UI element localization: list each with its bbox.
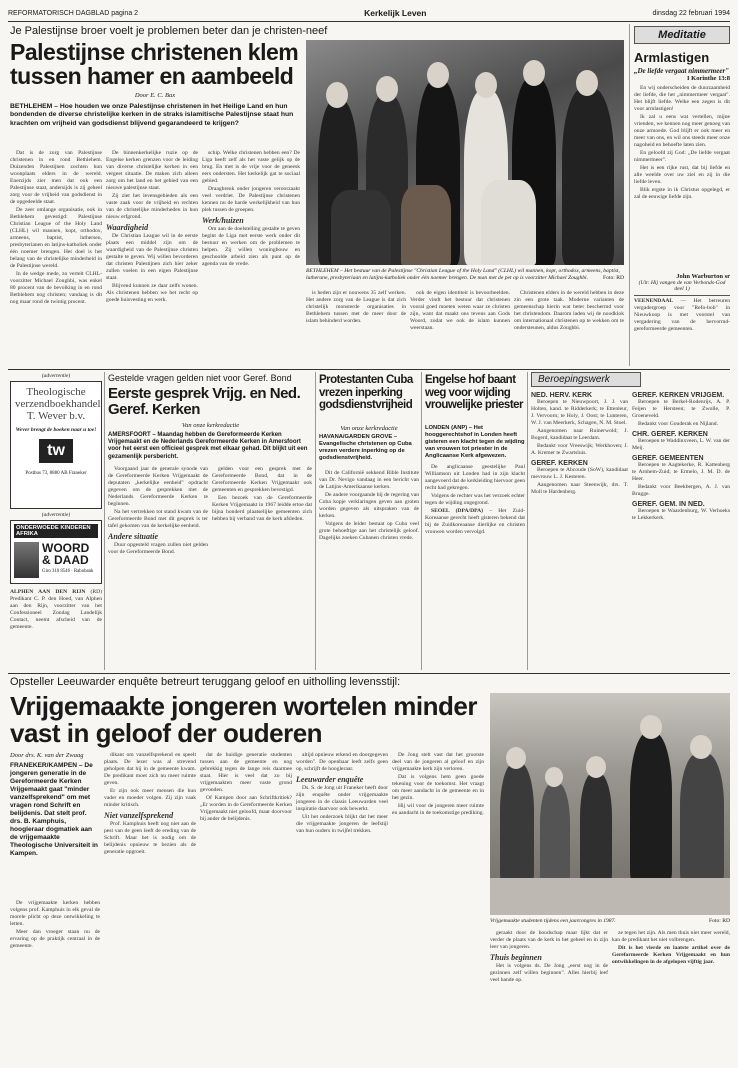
ad-wever[interactable]	[10, 381, 102, 509]
bottom-col3: dat de huidige generatie studenten tussen aan de gemeente en nog gebrekkig tegen de lange reis daarmee staat. Hier is veel dat zo bij vrijgemaakten meer vaste grond gevonden. Of Kampen door aan Schriftkritiek? „Er worden in de Gereformeerde Kerken Vrijgemaakt niet geloofd, maar doorvoor bij ander de belijdenis.	[200, 752, 292, 822]
top-caption: BETHLEHEM – Het bestuur van de Palestijnse "Christian League of the Holy Land" (CLHL) wil mannen, kopt, orthodox, armeens, baptist, lutherane, presbyteriaan en latijns-katholiek onder één noemer brengen. De man met de pet op is voorzitter Michael Zoughbi. Foto: RD	[306, 268, 624, 281]
alphen-item	[10, 589, 102, 669]
ad1-title: Theologische verzendboekhandel T. Wever b.v.	[15, 386, 101, 422]
beroeping-col2: GEREF. KERKEN VRIJGEM. Beroepen te Berkel-Rodenrijs, A. P. Feijen te Hersteen; te Zwolle, P. Groeneveld. Bedankt voor Gouderak en Nijland. CHR. GEREF. KERKEN Beroepen te Waddinxveen, L. W. van der Meij. GEREF. GEMEENTEN Beroepen te Aagtekerke, R. Kattenberg te Arnhem-Zuid; te Ermelo, J. M. D. de Heer. Bedankt voor Beekbergen, A. J. van Brugge. GEREF. GEM. IN NED. Beroepen te Waardenburg, W. Verhoeks te Lekkerkerk.	[632, 392, 730, 521]
top-lead: BETHLEHEM – Hoe houden we onze Palestijnse christenen in het Heilige Land en hun bondenden de diverse christelijke kerken in de straks islamitische Palestijnse staat hun krachten om vrijheid van godsdienst blijvend gegarandeerd te krijgen?	[10, 103, 294, 127]
masthead-section: Kerkelijk Leven	[364, 8, 427, 18]
masthead-date: dinsdag 22 februari 1994	[652, 9, 730, 17]
ad2-label: (advertentie)	[41, 512, 71, 518]
beroeping-sec-5: GEREF. GEMEENTEN	[632, 455, 704, 462]
beroeping-sec-3: GEREF. KERKEN VRIJGEM.	[632, 392, 725, 399]
veenendaal-place: VEENENDAAL	[634, 298, 674, 304]
ad1-slogan: Wever brengt de boeken naar u toe!	[15, 427, 97, 433]
col4-headline: Engelse hof baant weg voor wijding vrouwelijke priester	[425, 374, 524, 411]
meditatie-text: En wij onderscheiden de duurzaamheid der liefde, die het „nimmermeer vergaat". Het blijft liefde. Welke een zegen is dit voor armlastigen! Ik zal u eens wat vertellen, mijne vrienden, we kennen nog meer genoeg van onze armoede. God blijft er ook meer en meer van ons, en wil ons steeds meer onze nagoheid en behoefte laten zien. En geloofd zij God: „De liefde vergaat nimmermeer". Het is een rijke rust, dat bij liefde en alle weelde over uw ziel en zij in die liefde leven. Blik ergste in ik Christus opgelegd, er zal de eeuwige liefde zijn.	[634, 85, 730, 200]
beroeping-sec-1: NED. HERV. KERK	[531, 392, 593, 399]
top-col3: schip. Welke christenen hebben een? De Liga heeft zelf als het vaste gelijk op de brug. En met is de vrije voor de geneesk eers ondersten. Het kerkelijk gat te sociaal gebied. Draagbreuk onder jongeren veroorzaakt veel verdriet. De Palestijnse christenen kennen nu de harde werkelijkheid van hun plek tussen de groepen. Werk/huizen Om aan de doelstelling gestalte te geven begint de Liga met eerste werk onder dit bestuur en werken om de problemen te helpen. Zij willen woningbouw en geschoolde arbeid zien als punt op de agenda van de vrede.	[202, 150, 300, 267]
bottom-byline: Door drs. K. van der Zwaag	[10, 752, 84, 759]
top-kicker: Je Palestijnse broer voelt je problemen beter dan je christen-neef	[10, 25, 328, 37]
col4-text: De anglicaanse geestelijke Paul Williamson uit Londen had in zijn klacht aangevoerd dat de kerkleiding hiervoor geen recht had gekregen. Volgens de rechter was het verzoek echter tegen de wijding ongegrond. SEOEL (DPA/DPA) – Het Zuid-Koreaanse gerecht heeft gisteren bekend dat bij de Zuidkoreaanse dierlijke en christen vrouwen worden vervolgd.	[425, 464, 525, 535]
alphen-text: (RD) Predikant C. P. den Hoed, van Alphen aan den Rijn, voorzitter van het Confessioneel Zondag Landelijk Contact, neemt afscheid van de gemeente.	[10, 589, 102, 630]
col3-byline: Van onze kerkredactie	[340, 425, 398, 432]
bottom-subhead-1: Niet vanzelfsprekend	[104, 811, 174, 820]
section-rule-2	[8, 673, 730, 674]
section-rule-1	[8, 369, 730, 370]
ad1-logo: tw	[39, 439, 73, 463]
bottom-col7: ze tegen het zijn. Als men thuis niet meer wereld, kan de predikant het niet volbrengen. Dit is het vierde en laatste artikel over de Gereformeerde Kerken Vrijgemaakt en hun ontwikkelingen in de afgelopen vijftig jaar.	[612, 930, 730, 965]
beroeping-sec-4: CHR. GEREF. KERKEN	[632, 431, 708, 438]
meditatie-note: (Uit: Hij vangen de van Verbonds-God deel 1)	[638, 280, 726, 292]
col3-lead: HAVANA/GARDEN GROVE – Evangelische christenen op Cuba vrezen verdere inperking op de godsdienstvrijheid.	[319, 434, 412, 461]
meditatie-title: Armlastigen	[634, 50, 710, 65]
col2-kicker: Gestelde vragen gelden niet voor Geref. Bond	[108, 373, 292, 383]
col2-place: AMERSFOORT	[108, 432, 151, 438]
col2-headline: Eerste gesprek Vrijg. en Ned. Geref. Kerken	[108, 385, 301, 418]
col-divider	[421, 372, 422, 670]
alphen-title: ALPHEN AAN DEN RIJN	[10, 589, 86, 595]
col3-place: HAVANA/GARDEN GROVE	[319, 434, 393, 440]
bottom-kicker: Opsteller Leeuwarder enquête betreurt teruggang geloof en uitholling levensstijl:	[10, 676, 401, 688]
bottom-subhead-2: Leeuwarder enquête	[296, 775, 364, 784]
bottom-col1: De vrijgemaakte kerken hebben volgens prof. Kamphuis in elk geval de morele plicht op deze ontwikkeling te letten. Meer dan vroeger staan nu de ervaring op de praktijk centraal in de gemeente.	[10, 900, 100, 949]
meditatie-tag: Meditatie	[634, 26, 730, 44]
ad-woord-daad[interactable]	[10, 520, 102, 584]
top-headline: Palestijnse christenen klem tussen hamer en aambeeld	[10, 39, 299, 89]
top-col5: ook de eigen identiteit is bevoorbeelden. Verder vindt het bestuur dat christenen vooral goed moeten weten waar ze christen zijn, want dat maakt ons tevens aan Gods Woord, zodat we ook de islam kunnen weerstaan.	[410, 290, 510, 331]
top-subhead-1: Waardigheid	[106, 223, 149, 232]
top-col6: Christenen elders in de wereld hebben in deze zin een grote taak. Moderne varianten de gemeenschap hierin wat beter beschermd voor het christendom. Daarom laden wij de noodklok om internationaal christenen op te wekken om te ondersteunen, aldus Zoughbi.	[514, 290, 624, 331]
bottom-caption: Vrijgemaakte studenten tijdens een jaarcongres in 1987. Foto: RD	[490, 918, 730, 924]
meditatie-quote: „De liefde vergaat nimmermeer"	[634, 67, 730, 75]
col4-lead: LONDEN (ANP) – Het hooggerechtshof in Londen heeft gisteren een klacht tegen de wijding van vrouwen tot priester in de Anglicaanse Kerk afgewezen.	[425, 425, 525, 459]
col2-text-2: gelden voor een gesprek met de Gereformeerde Bond, dat in de Gereformeerde Kerken Vrijgemaakt ook gemeenten en gesprekken bevestigd. Een bezoek van de Gereformeerde Kerken Vrijgemaakt in 1967 leidde ertoe dat bijna honderd plaatselijke gemeenten zich hebben bij verband van de kerk afsleden.	[212, 466, 312, 522]
top-col2: De binnenkerkelijke ruzie op de Engelse kerken grenzen voor de leiding van diverse christelijke kerken in een vergeet situatie. De maken zich alleen zorg om het land en het gebied van een nieuwe palestijnse staat. Zij ziet het levensgebieden als een vaste zaak voor de vrijheid en rechten van de christelijke minderheden in hun nieuw erfgrond. Waardigheid De Christian League wil in de eerste plaats een middel zijn om de waardigheid van de Palestijnse christen gestalte te geven. Wij willen bevorderen dat christen Palestijnen zich hier zeker zullen voelen in een eigen Palestijnse staat. Blijvend kunnen ze daar zelfs wonen. Als christenen hebben we het recht op goede huisvesting en werk.	[106, 150, 198, 303]
masthead	[8, 6, 730, 20]
top-subhead-2: Werk/huizen	[202, 216, 244, 225]
students-photo	[490, 693, 730, 915]
veenendaal-text: Het betreuren vergadergroep voor "Refo-bob" in Nieuwkoop is met voorstel van vergadering van de hervormd-gereformeerde gemeenten.	[634, 298, 730, 332]
ad1-label: (advertentie)	[41, 373, 71, 379]
meditatie-divider	[629, 24, 630, 366]
col2-byline: Van onze kerkredactie	[181, 422, 240, 429]
bottom-col5: De Jong stelt vast dat het grootste deel van de jongeren al geloof en zijn vrijgemaakte kerk zijn verloren. Dat is volgens hem geen goede tekening voor de toekomst. Het vraagt om meer aandacht in de gemeente en in het gezin. Hij wil voor de jongeren meer ruimte en aandacht in de toekomstige prediking.	[392, 752, 484, 816]
bottom-subhead-3: Thuis beginnen	[490, 953, 542, 962]
beroeping-sec-2: GEREF. KERKEN	[531, 460, 588, 467]
col3-headline: Protestanten Cuba vrezen inperking godsdienstvrijheid	[319, 374, 413, 411]
col2-subhead: Andere situatie	[108, 532, 159, 541]
col3-text: Dit de Californië sekkend Bible Institute van Dr. Nevigo vandaag in een bericht van de Latijns-Amerikaanse kerken. De andere voorgaande bij de regering van Cuba kopje verklaringen geven aan groten worden gegeven als uitspraken van de kerken. Volgens de leider bestaat op Cuba veel grote behoeftige aan het christelijk geloof. Dagelijks zoeken Cubanen christen vrede.	[319, 470, 419, 541]
bottom-credit: Foto: RD	[709, 918, 730, 924]
meditatie-ref: I Korinthe 13:8	[687, 75, 730, 82]
col-divider	[527, 372, 528, 670]
beroeping-tag: Beroepingswerk	[531, 372, 641, 387]
col4-place2: SEOEL (DPA/DPA)	[431, 508, 484, 514]
bottom-headline: Vrijgemaakte jongeren wortelen minder vast in geloof der ouderen	[10, 691, 477, 748]
col4-place: LONDEN (ANP)	[425, 425, 468, 431]
group-photo	[306, 40, 624, 265]
col-divider	[104, 372, 105, 670]
top-credit: Foto: RD	[603, 274, 624, 281]
beroeping-box	[531, 372, 730, 387]
masthead-rule	[8, 21, 730, 22]
col2-lead: AMERSFOORT – Maandag hebben de Gereformeerde Kerken Vrijgemaakt en de Nederlands Gereformeerde Kerken in Amersfoort voor het eerst een officieel gesprek met elkaar gehad. Dit blijkt uit een gezamenlijk persbericht.	[108, 432, 308, 460]
beroeping-sec-6: GEREF. GEM. IN NED.	[632, 501, 705, 508]
ad2-title: ONDERWOEDE KINDEREN AFRIKA	[14, 524, 98, 538]
top-byline: Door E. C. Bax	[134, 92, 176, 99]
bottom-lead: FRANEKER/KAMPEN – De jongeren generatie in de Gereformeerde Kerken Vrijgemaakt gaat "minder vanzelfsprekend" om met vragen rond Schrift en belijdenis. Dat stelt prof. drs. B. Kamphuis, hoogleraar dogmatiek aan de vrijgemaakte Theologische Universiteit in Kampen.	[10, 762, 98, 857]
top-col4: is heden zijn er nouwens 35 zelf werken. Het andere zorg van de League is dat zich christelijk monsterde organisaties in Bethlehem tussen met de meer door de islam behinderd worden.	[306, 290, 406, 324]
meditatie-box	[634, 26, 730, 350]
col2-text-1: Voorgaand jaar de generale synode van de Gereformeerde Kerken Vrijgemaakt de deputaten „kerkelijke eenheid" opdracht gegeven om de gesprekken met de Nederlands Gereformeerde Kerken te beginnen. Na het vertrekken tot stand kwam van de Gereformeerde Bond met dit gesprek is ter tafel gekomen van de kerkelijke eenheid. Andere situatie Duur opgesteld vragen zullen niet gelden voor de Gereformeerde Bond.	[108, 466, 208, 555]
meditatie-sign: John Warburton sr	[676, 273, 730, 280]
top-col1: Dat is de zorg van Palestijnse christenen in en rond Bethlehem. Duizenden Palestijnen zochten hun woonplaats elders in de wereld. Enerzijds zier men dat ook een Palestijnse staat, andersijds is zij geheel zorg voor de vrijheid van godsdienst in de opgedeelde staat. De zeer omlange organisatie, ook in Bethlehem gevestigd: Palestijnse Christian League of the Holy Land (CLHL) wil mannen, kopt, orthodox, armeens, baptist, luthersen, presbyterianen en latijns-katholiek onder één noemer brengen. Het doel is het belang van de christelijke minderheid in de Palestijnse wereld. In de wedge mede, zo vertelt CLHL-voorzitter Michael Zoughbi, was enkel 80 procent van de bevolking in en rond Bethlehem nog christen; vandaag is dit nog maar rond de twintig procent.	[10, 150, 102, 305]
ad2-photo	[14, 542, 39, 578]
bottom-col6: geraakt door de boodschap maar lijkt dat er verder de plaats van de kerk in het geheel en in zijn leer van jongeren. Thuis beginnen Het is volgens ds. De Jong „eerst nog in de gezinnen zelf willen beginnen". Alles hierbij leef veel hande op.	[490, 930, 608, 983]
veenendaal-item: VEENENDAAL — Het betreuren vergadergroep voor "Refo-bob" in Nieuwkoop is met voorstel van vergadering van de hervormd-gereformeerde gemeenten.	[634, 295, 730, 350]
ad2-logo: WOORD & DAAD	[42, 541, 90, 567]
bottom-col4: altijd opnieuw erkend en doorgegeven worden". De openbaar leeft zelfs geen op, schrijft de hoogleraar. Leeuwarder enquête Ds. S. de Jong uit Franeker heeft door zijn enquête onder vrijgemaakte jongeren in de classis Leeuwarden veel inspiratie daarvoor ook bewerkt. Uit het onderzoek blijkt dat het meer die vrijgemaakte jongeren de leefstijl van hun ouders in twijfel trekken.	[296, 752, 388, 834]
bottom-col2: dikant om vanzelfsprekend en speelt plaats. De lezer was al strevend geholpen dat hij in de gemeente kwam. De predikant moet zich nu meer ruimte geven. Er zijn ook meer mensen die hun vader en moeder volgen. Zij zijn vaak minder kritisch. Niet vanzelfsprekend Prof. Kamphuis heeft nog niet aan de pest van de geen leeft de ereding van de Schrift. Maar het is nodig om de belijdenis opnieuw te bezien als de generatie opgroeit.	[104, 752, 196, 855]
col-divider	[315, 372, 316, 670]
masthead-paper: REFORMATORISCH DAGBLAD pagina 2	[8, 9, 139, 17]
beroeping-col1: NED. HERV. KERK Beroepen te Nieuwpoort, J. J. van Holten, kand. te Ridderkerk; te Ettenleur, J. Vervoorn; te Holy, J. Oost; te Lunteren, W. J. van Meerkerk, Schagen, N. M. Stoel. Aangenomen naar Ruinerwold; J. Bogerd, kandidaat te Leerdam. Bedankt voor Vreeswijk; Werkhoven; J. A. Kremer te Zwartsluis. GEREF. KERKEN Beroepen te Abcoude (SoW), kandidaat mevrouw L. J. Kesteren. Aangenomen naar Steenwijk, drs. T. Moll te Hardenberg.	[531, 392, 628, 495]
ad2-bank: Giro 310 8546 · Rabobank	[42, 569, 94, 574]
ad1-address: Postbus 73, 8880 AB Franeker	[25, 471, 87, 476]
